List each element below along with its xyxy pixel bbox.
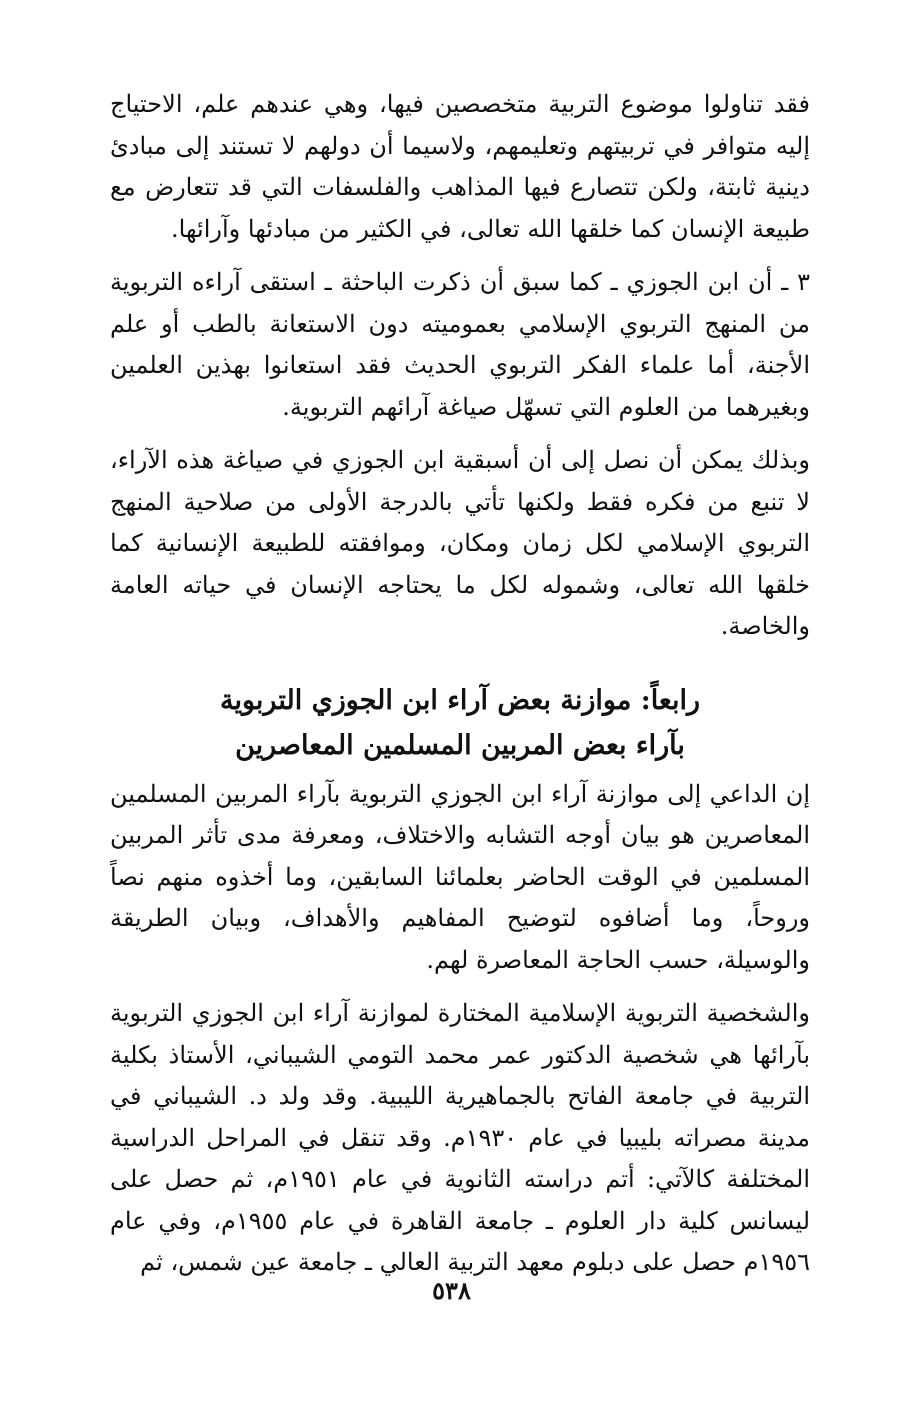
paragraph-5: والشخصية التربوية الإسلامية المختارة لموازنة آراء ابن الجوزي التربوية بآرائها هي شخصية الدكتور عمر محمد التومي الشيباني، الأستاذ بكلية التربية في جامعة الفاتح بالجماهيرية الليبية. وقد ولد د. الشيباني في مدينة مصراته بليبيا في عام ١٩٣٠م. وقد تنقل في المراحل الدراسية المختلفة كالآتي: أتم دراسته الثانوية في عام ١٩٥١م، ثم حصل على ليسانس كلية دار العلوم ـ جامعة القاهرة في عام ١٩٥٥م، وفي عام ١٩٥٦م حصل على دبلوم معهد التربية العالي ـ جامعة عين شمس، ثم <box>110 999 811 1276</box>
page-number: ٥٣٨ <box>432 1276 471 1305</box>
page-body <box>110 84 810 1284</box>
section-heading-line-1: رابعاً: موازنة بعض آراء ابن الجوزي التربوية <box>219 684 701 716</box>
paragraph-4: إن الداعي إلى موازنة آراء ابن الجوزي التربوية بآراء المربين المسلمين المعاصرين هو بيان أوجه التشابه والاختلاف، ومعرفة مدى تأثر المربين المسلمين في الوقت الحاضر بعلمائنا السابقين، وما أخذوه منهم نصاً وروحاً، وما أضافوه لتوضيح المفاهيم والأهداف، وبيان الطريقة والوسيلة، حسب الحاجة المعاصرة لهم. <box>110 779 810 974</box>
section-heading <box>110 678 810 768</box>
paragraph-2: ٣ ـ أن ابن الجوزي ـ كما سبق أن ذكرت الباحثة ـ استقى آراءه التربوية من المنهج التربوي الإسلامي بعموميته دون الاستعانة بالطب أو علم الأجنة، أما علماء الفكر التربوي الحديث فقد استعانوا بهذين العلمين وبغيرهما من العلوم التي تسهّل صياغة آرائهم التربوية. <box>110 268 811 421</box>
paragraph-1: فقد تناولوا موضوع التربية متخصصين فيها، وهي عندهم علم، الاحتياج إليه متوافر في تربيتهم وتعليمهم، ولاسيما أن دولهم لا تستند إلى مبادئ دينية ثابتة، ولكن تتصارع فيها المذاهب والفلسفات التي قد تتعارض مع طبيعة الإنسان كما خلقها الله تعالى، في الكثير من مبادئها وآرائها. <box>110 90 810 243</box>
paragraph-3: وبذلك يمكن أن نصل إلى أن أسبقية ابن الجوزي في صياغة هذه الآراء، لا تنبع من فكره فقط ولكنها تأتي بالدرجة الأولى من صلاحية المنهج التربوي الإسلامي لكل زمان ومكان، وموافقته للطبيعة الإنسانية كما خلقها الله تعالى، وشموله لكل ما يحتاجه الإنسان في حياته العامة والخاصة. <box>110 446 810 640</box>
section-heading-line-2: بآراء بعض المربين المسلمين المعاصرين <box>235 729 685 761</box>
